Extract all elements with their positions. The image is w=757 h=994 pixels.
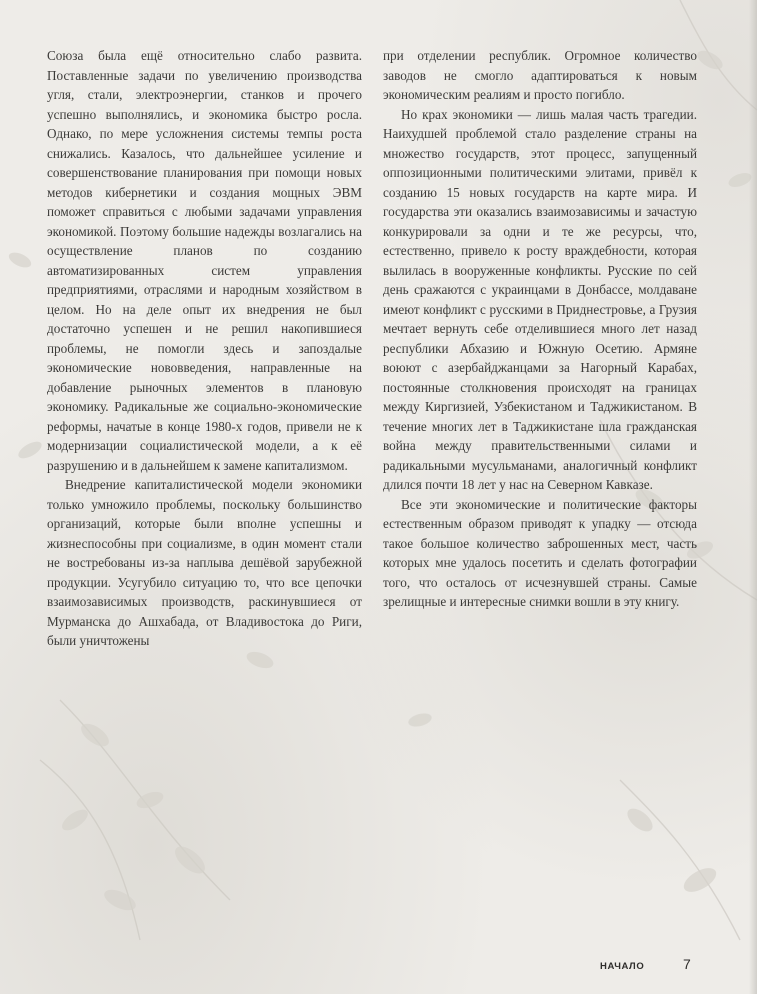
page-edge-shadow <box>749 0 757 994</box>
section-title: НАЧАЛО <box>600 961 645 972</box>
left-paragraph-1: Союза была ещё относительно слабо развита. Поставленные задачи по увеличению производства угля, стали, электроэнергии, станков и прочего успешно выполнялись, и экономика быстро росла. Однако, по мере усложнения системы темпы роста снижались. Казалось, что дальнейшее усиление и совершенствование планирования при помощи новых методов кибернетики и создания мощных ЭВМ поможет справиться с любыми задачами управления экономикой. Поэтому большие надежды возлагались на осуществление планов по созданию автоматизированных систем управления предприятиями, отраслями и народным хозяйством в целом. Но на деле опыт их внедрения не был достаточно успешен и не решил накопившиеся проблемы, не помогли здесь и запоздалые экономические нововведения, направленные на добавление рыночных элементов в плановую экономику. Радикальные же социально-экономические реформы, начатые в конце 1980-х годов, привели не к модернизации социалистической модели, а к её разрушению и в дальнейшем к замене капитализмом. <box>47 48 362 473</box>
left-text-column <box>47 46 362 651</box>
left-paragraph-2: Внедрение капиталистической модели экономики только умножило проблемы, поскольку большинство организаций, которые были вполне успешны и жизнеспособны при социализме, в один момент стали не востребованы из-за наплыва дешёвой зарубежной продукции. Усугубило ситуацию то, что все цепочки взаимозависимых производств, раскинувшиеся от Мурманска до Ашхабада, от Владивостока до Риги, были уничтожены <box>47 477 362 648</box>
right-paragraph-3: Все эти экономические и политические факторы естественным образом приводят к упадку — отсюда такое большое количество заброшенных мест, часть которых мне удалось посетить и сделать фотографии того, что осталось от исчезнувшей страны. Самые зрелищные и интересные снимки вошли в эту книгу. <box>383 496 697 609</box>
page-number: 7 <box>683 956 691 972</box>
right-text-column <box>383 46 697 612</box>
right-paragraph-2: Но крах экономики — лишь малая часть трагедии. Наихудшей проблемой стало разделение страны на множество государств, этот процесс, запущенный оппозиционными политическими элитами, привёл к созданию 15 новых государств на карте мира. И государства эти оказались взаимозависимы и зачастую конкурировали за одни и те же ресурсы, что, естественно, привело к росту враждебности, которая вылилась в вооруженные конфликты. Русские по сей день сражаются с украинцами в Донбассе, молдаване имеют конфликт с русскими в Приднестровье, а Грузия мечтает вернуть себе отделившиеся много лет назад республики Абхазию и Южную Осетию. Армяне воюют с азербайджанцами за Нагорный Карабах, постоянные столкновения происходят на границах между Киргизией, Узбекистаном и Таджикистаном. В течение многих лет в Таджикистане шла гражданская война между правительственными силами и радикальными мусульманами, аналогичный конфликт длился почти 18 лет у нас на Северном Кавказе. <box>383 106 697 492</box>
right-paragraph-1: при отделении республик. Огромное количество заводов не смогло адаптироваться к новым экономическим реалиям и просто погибло. <box>383 48 697 102</box>
